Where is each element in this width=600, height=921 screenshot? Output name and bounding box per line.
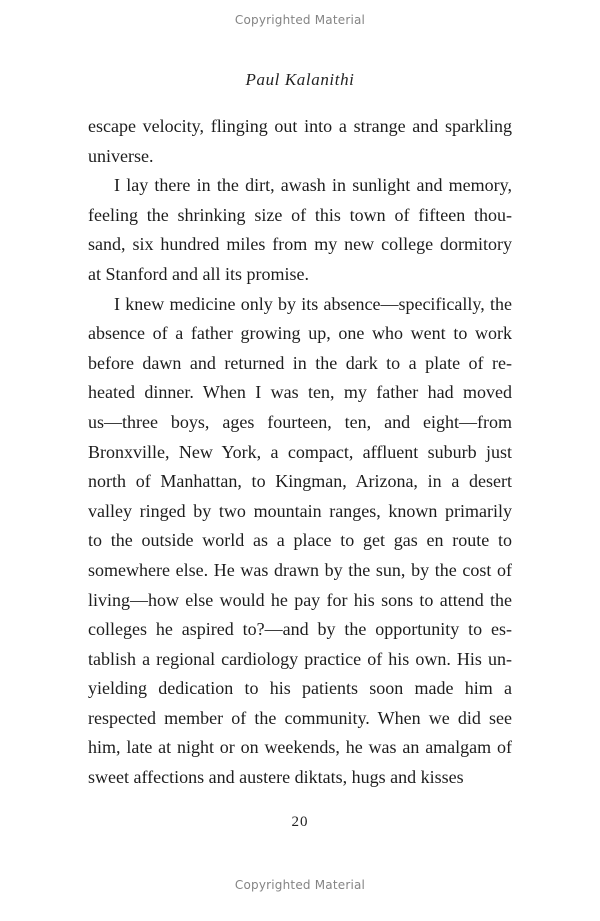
text-line: at Stanford and all its promise. — [88, 263, 309, 284]
text-line: sand, six hundred miles from my new college dormitory — [88, 234, 512, 255]
text-line: I knew medicine only by its absence—specifically, the — [114, 293, 512, 314]
text-line: tablish a regional cardiology practice of his own. His un- — [88, 648, 512, 669]
page-number: 20 — [291, 814, 309, 830]
copyright-notice-top: Copyrighted Material — [234, 13, 366, 27]
text-line: valley ringed by two mountain ranges, known primarily — [88, 500, 512, 521]
text-line: absence of a father growing up, one who went to work — [88, 323, 512, 344]
running-head-author: Paul Kalanithi — [245, 70, 355, 89]
text-line: somewhere else. He was drawn by the sun, by the cost of — [88, 559, 512, 580]
text-line: north of Manhattan, to Kingman, Arizona, in a desert — [88, 471, 512, 492]
copyright-notice-bottom: Copyrighted Material — [234, 878, 366, 892]
text-line: Bronxville, New York, a compact, affluent suburb just — [88, 441, 512, 462]
text-line: yielding dedication to his patients soon made him a — [88, 678, 512, 699]
text-line: universe. — [88, 145, 154, 166]
text-line: us—three boys, ages fourteen, ten, and eight—from — [88, 411, 512, 432]
text-line: I lay there in the dirt, awash in sunlight and memory, — [114, 175, 512, 196]
paragraph — [88, 171, 512, 289]
text-line: feeling the shrinking size of this town of fifteen thou- — [88, 204, 512, 225]
body-text — [88, 112, 512, 793]
text-line: sweet affections and austere diktats, hugs and kisses — [88, 767, 464, 788]
text-line: respected member of the community. When we did see — [88, 707, 512, 728]
text-line: heated dinner. When I was ten, my father had moved — [88, 382, 512, 403]
paragraph — [88, 112, 512, 171]
text-line: to the outside world as a place to get gas en route to — [88, 530, 512, 551]
text-line: colleges he aspired to?—and by the opportunity to es- — [88, 619, 512, 640]
text-line: before dawn and returned in the dark to a plate of re- — [88, 352, 512, 373]
text-line: him, late at night or on weekends, he was an amalgam of — [88, 737, 512, 758]
text-line: living—how else would he pay for his sons to attend the — [88, 589, 512, 610]
text-line: escape velocity, flinging out into a strange and sparkling — [88, 116, 512, 136]
paragraph — [88, 290, 512, 793]
